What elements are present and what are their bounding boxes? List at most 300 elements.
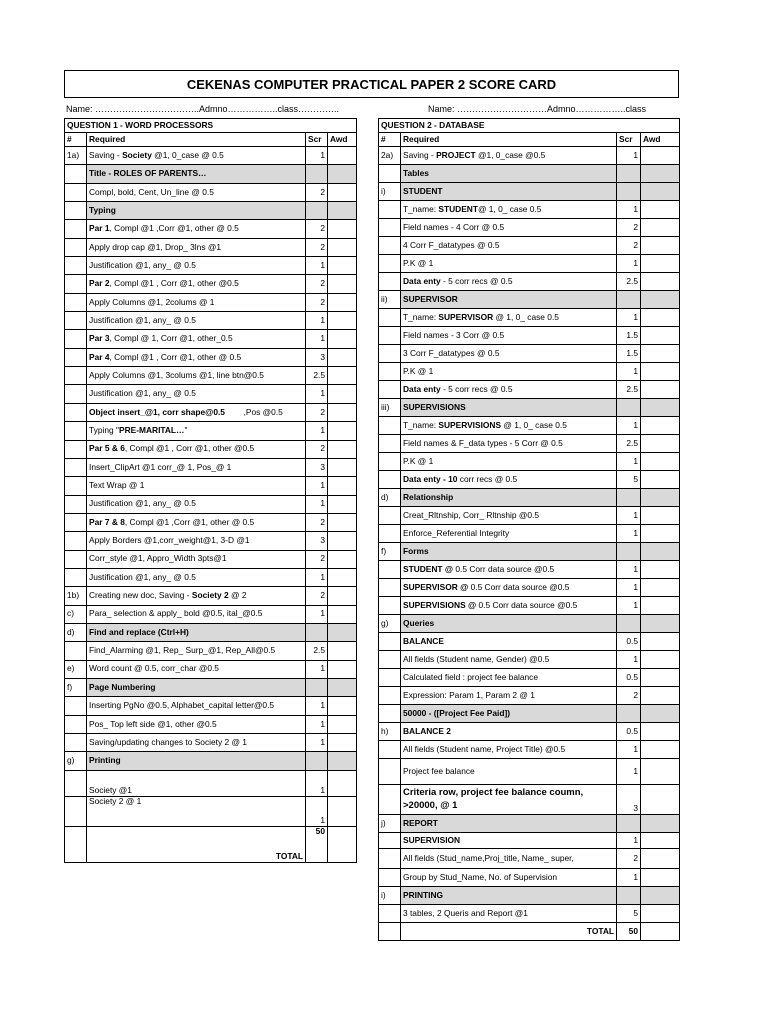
score-cell: 1 xyxy=(306,568,328,586)
requirement-cell xyxy=(401,255,617,273)
awarded-cell[interactable] xyxy=(328,238,357,256)
score-cell xyxy=(617,489,641,507)
header-num: # xyxy=(65,133,87,147)
requirement-cell xyxy=(401,815,617,833)
requirement-cell xyxy=(401,669,617,687)
awarded-cell[interactable] xyxy=(641,849,680,869)
table-row xyxy=(379,869,680,887)
table-row xyxy=(379,633,680,651)
requirement-text: T_name: xyxy=(403,419,439,430)
awarded-cell[interactable] xyxy=(328,587,357,605)
score-cell: 2 xyxy=(617,687,641,705)
table-row xyxy=(65,752,357,770)
column-header-row xyxy=(379,133,680,147)
requirement-text: Apply drop cap @1, Drop_ 3lns @1 xyxy=(89,241,221,252)
awarded-cell[interactable] xyxy=(641,345,680,363)
table-row xyxy=(65,796,357,826)
requirement-bold-text: SUPERVISOR xyxy=(438,311,494,322)
awarded-cell[interactable] xyxy=(328,440,357,458)
table-row xyxy=(65,330,357,348)
header-required: Required xyxy=(87,133,306,147)
awarded-cell[interactable] xyxy=(641,759,680,785)
score-cell: 1 xyxy=(306,770,328,796)
table-row xyxy=(65,697,357,715)
requirement-bold-text: SUPERVISOR xyxy=(403,293,458,304)
requirement-text: Text Wrap @ 1 xyxy=(89,480,145,491)
awarded-cell[interactable] xyxy=(328,513,357,531)
score-cell: 2.5 xyxy=(306,642,328,660)
awarded-cell[interactable] xyxy=(641,237,680,255)
awarded-cell[interactable] xyxy=(328,147,357,165)
requirement-cell xyxy=(401,219,617,237)
table-row xyxy=(379,887,680,905)
total-row xyxy=(65,826,357,862)
row-number xyxy=(379,923,401,941)
row-number: h) xyxy=(379,723,401,741)
awarded-cell[interactable] xyxy=(328,550,357,568)
requirement-text: , Compl @1 ,Corr @1, other @ 0.5 xyxy=(124,516,255,527)
question2-table xyxy=(378,118,680,941)
requirement-cell xyxy=(401,273,617,291)
requirement-cell xyxy=(401,183,617,201)
score-cell: 1 xyxy=(306,147,328,165)
requirement-cell xyxy=(87,770,306,796)
score-cell: 1 xyxy=(306,715,328,733)
awarded-cell[interactable] xyxy=(641,543,680,561)
row-number xyxy=(379,273,401,291)
score-cell: 2 xyxy=(306,440,328,458)
awarded-cell[interactable] xyxy=(328,715,357,733)
criteria-line-2: >20000, @ 1 xyxy=(403,799,458,811)
table-row xyxy=(65,495,357,513)
requirement-text: Field names - 3 Corr @ 0.5 xyxy=(403,329,505,340)
requirement-cell xyxy=(401,489,617,507)
table-row xyxy=(65,312,357,330)
requirement-cell xyxy=(401,687,617,705)
awarded-cell[interactable] xyxy=(328,458,357,476)
awarded-cell[interactable] xyxy=(641,741,680,759)
table-row xyxy=(379,849,680,869)
score-cell xyxy=(617,165,641,183)
header-awarded: Awd xyxy=(328,133,357,147)
criteria-line-1: Criteria row, project fee balance coumn, xyxy=(403,786,584,798)
requirement-cell xyxy=(87,422,306,440)
awarded-cell[interactable] xyxy=(641,905,680,923)
row-number xyxy=(379,669,401,687)
table-row xyxy=(379,597,680,615)
row-number: d) xyxy=(379,489,401,507)
requirement-cell xyxy=(401,399,617,417)
requirement-bold-text: SUPERVISIONS xyxy=(403,401,466,412)
awarded-cell[interactable] xyxy=(641,273,680,291)
requirement-bold-text: SUPERVISIONS @ xyxy=(403,599,477,610)
requirement-text: Word count @ 0.5, corr_char @0.5 xyxy=(89,663,219,674)
requirement-cell xyxy=(87,715,306,733)
awarded-cell[interactable] xyxy=(328,770,357,796)
row-number: f) xyxy=(379,543,401,561)
requirement-text: P.K @ 1 xyxy=(403,455,434,466)
awarded-cell[interactable] xyxy=(328,623,357,641)
requirement-cell xyxy=(87,752,306,770)
requirement-text: Insert_ClipArt @1 corr_@ 1, Pos_@ 1 xyxy=(89,461,232,472)
table-row xyxy=(379,785,680,815)
requirement-text: @ 1, 0_ case 0.5 xyxy=(477,203,542,214)
table-row xyxy=(65,403,357,421)
awarded-cell[interactable] xyxy=(641,525,680,543)
table-row xyxy=(379,705,680,723)
requirement-text: Enforce_Referential Integrity xyxy=(403,527,510,538)
awarded-cell[interactable] xyxy=(641,887,680,905)
score-cell xyxy=(617,615,641,633)
requirement-text: Justification @1, any_ @ 0.5 xyxy=(89,259,196,270)
score-cell xyxy=(617,543,641,561)
row-number: g) xyxy=(65,752,87,770)
awarded-cell[interactable] xyxy=(641,489,680,507)
awarded-cell[interactable] xyxy=(641,723,680,741)
awarded-cell[interactable] xyxy=(328,165,357,183)
requirement-cell xyxy=(87,458,306,476)
awarded-cell[interactable] xyxy=(328,477,357,495)
requirement-cell xyxy=(401,633,617,651)
score-cell: 2 xyxy=(306,587,328,605)
awarded-cell[interactable] xyxy=(328,367,357,385)
awarded-cell[interactable] xyxy=(641,507,680,525)
awarded-cell[interactable] xyxy=(641,363,680,381)
requirement-text: All fields (Student name, Project Title) @0.5 xyxy=(403,743,566,754)
requirement-bold-text: Par 2 xyxy=(89,278,110,289)
table-row xyxy=(65,458,357,476)
score-cell: 2.5 xyxy=(617,273,641,291)
awarded-cell[interactable] xyxy=(641,651,680,669)
score-cell: 2 xyxy=(306,550,328,568)
row-number xyxy=(379,327,401,345)
requirement-bold-text: Typing xyxy=(89,204,116,215)
requirement-cell xyxy=(87,697,306,715)
awarded-cell[interactable] xyxy=(328,752,357,770)
requirement-cell xyxy=(401,887,617,905)
awarded-cell[interactable] xyxy=(328,422,357,440)
row-number: 1a) xyxy=(65,147,87,165)
requirement-cell xyxy=(87,165,306,183)
requirement-text: , Compl @1 , Corr @1, other @0.5 xyxy=(109,278,239,289)
requirement-bold-text: Tables xyxy=(403,167,429,178)
score-cell: 1 xyxy=(617,579,641,597)
awarded-cell[interactable] xyxy=(641,327,680,345)
table-row xyxy=(379,183,680,201)
header-score: Scr xyxy=(306,133,328,147)
row-number xyxy=(65,367,87,385)
score-cell: 2.5 xyxy=(306,367,328,385)
awarded-cell[interactable] xyxy=(328,532,357,550)
row-number xyxy=(379,849,401,869)
awarded-cell[interactable] xyxy=(328,220,357,238)
score-cell: 1 xyxy=(617,363,641,381)
awarded-cell[interactable] xyxy=(641,417,680,435)
table-row xyxy=(65,660,357,678)
score-cell: 1 xyxy=(617,651,641,669)
row-number xyxy=(65,275,87,293)
requirement-cell xyxy=(401,453,617,471)
table-row xyxy=(379,399,680,417)
requirement-cell xyxy=(401,849,617,869)
table-row xyxy=(379,363,680,381)
row-number xyxy=(379,705,401,723)
requirement-bold-text: 50000 - ([Project Fee Paid]) xyxy=(403,707,511,718)
requirement-cell xyxy=(87,348,306,366)
row-number: d) xyxy=(65,623,87,641)
awarded-cell[interactable] xyxy=(641,687,680,705)
awarded-cell[interactable] xyxy=(641,705,680,723)
awarded-cell[interactable] xyxy=(641,399,680,417)
score-cell xyxy=(617,705,641,723)
score-cell: 2 xyxy=(306,220,328,238)
requirement-text: Pos_ Top left side @1, other @0.5 xyxy=(89,718,217,729)
table-row xyxy=(379,669,680,687)
requirement-text: Justification @1, any_ @ 0.5 xyxy=(89,388,196,399)
score-cell: 3 xyxy=(306,348,328,366)
row-number xyxy=(65,826,87,862)
awarded-cell[interactable] xyxy=(641,561,680,579)
awarded-cell[interactable] xyxy=(328,202,357,220)
awarded-cell[interactable] xyxy=(641,815,680,833)
requirement-cell xyxy=(401,597,617,615)
total-label: TOTAL xyxy=(87,826,306,862)
requirement-text: Justification @1, any_ @ 0.5 xyxy=(89,314,196,325)
row-number: 1b) xyxy=(65,587,87,605)
awarded-cell[interactable] xyxy=(641,381,680,399)
awarded-cell[interactable] xyxy=(641,435,680,453)
score-cell: 2 xyxy=(306,275,328,293)
header-awarded: Awd xyxy=(641,133,680,147)
requirement-text: @ 1, 0_ case 0.5 xyxy=(501,419,567,430)
requirement-cell xyxy=(87,312,306,330)
table-row xyxy=(379,273,680,291)
table-row xyxy=(65,605,357,623)
awarded-cell[interactable] xyxy=(328,275,357,293)
requirement-bold-text: Society 2 xyxy=(191,590,229,601)
row-number xyxy=(65,293,87,311)
awarded-cell[interactable] xyxy=(328,796,357,826)
requirement-text: Creat_Rltnship, Corr_ Rltnship @0.5 xyxy=(403,509,540,520)
score-cell: 1 xyxy=(306,477,328,495)
awarded-cell[interactable] xyxy=(641,183,680,201)
requirement-text: Apply Columns @1, 3colums @1, line btn@0.5 xyxy=(89,369,264,380)
score-cell: 1 xyxy=(617,453,641,471)
awarded-cell[interactable] xyxy=(328,568,357,586)
awarded-cell[interactable] xyxy=(641,579,680,597)
table-row xyxy=(379,759,680,785)
table-row xyxy=(379,219,680,237)
row-number xyxy=(379,453,401,471)
requirement-bold-text: STUDENT xyxy=(438,203,478,214)
table-row xyxy=(379,489,680,507)
row-number: g) xyxy=(379,615,401,633)
score-cell: 5 xyxy=(617,905,641,923)
requirement-text: Typing " xyxy=(89,425,119,435)
requirement-bold-text: REPORT xyxy=(403,817,438,828)
total-awarded[interactable] xyxy=(328,826,357,862)
awarded-cell[interactable] xyxy=(641,615,680,633)
row-number xyxy=(65,220,87,238)
awarded-cell[interactable] xyxy=(641,597,680,615)
row-number xyxy=(379,381,401,399)
score-cell: 1 xyxy=(617,507,641,525)
requirement-text: Apply Borders @1,corr_weight@1, 3-D @1 xyxy=(89,535,250,546)
score-cell: 1 xyxy=(306,312,328,330)
requirement-text: Corr_style @1, Appro_Width 3pts@1 xyxy=(89,553,227,564)
row-number xyxy=(379,905,401,923)
score-cell: 2 xyxy=(617,219,641,237)
table-row xyxy=(379,291,680,309)
awarded-cell[interactable] xyxy=(328,678,357,696)
table-row xyxy=(65,642,357,660)
table-row xyxy=(379,833,680,849)
table-row xyxy=(379,815,680,833)
awarded-cell[interactable] xyxy=(641,147,680,165)
requirement-text: All fields (Student name, Gender) @0.5 xyxy=(403,653,550,664)
requirement-bold-text: Title - ROLES OF PARENTS… xyxy=(89,168,207,179)
table-row xyxy=(379,561,680,579)
table-row xyxy=(379,615,680,633)
awarded-cell[interactable] xyxy=(641,633,680,651)
score-cell: 1 xyxy=(306,422,328,440)
awarded-cell[interactable] xyxy=(328,734,357,752)
requirement-text: 0.5 Corr data source @0.5 xyxy=(453,563,555,574)
requirement-text: All fields (Stud_name,Proj_title, Name_ super, xyxy=(403,852,574,863)
row-number xyxy=(379,633,401,651)
requirement-bold-text: PRE-MARITAL… xyxy=(118,425,185,435)
requirement-text: , Compl @ 1, Corr @1, other_0.5 xyxy=(109,333,233,344)
awarded-cell[interactable] xyxy=(328,605,357,623)
awarded-cell[interactable] xyxy=(328,642,357,660)
row-number: i) xyxy=(379,183,401,201)
row-number xyxy=(379,255,401,273)
score-cell: 1 xyxy=(617,561,641,579)
requirement-cell xyxy=(401,785,617,815)
awarded-cell[interactable] xyxy=(328,697,357,715)
row-number xyxy=(379,579,401,597)
score-cell: 1 xyxy=(617,417,641,435)
requirement-bold-text: Par 1 xyxy=(89,223,110,234)
score-cell xyxy=(617,183,641,201)
row-number xyxy=(379,869,401,887)
requirement-cell xyxy=(87,734,306,752)
row-number xyxy=(65,495,87,513)
awarded-cell[interactable] xyxy=(328,495,357,513)
requirement-text: T_name: xyxy=(403,203,439,214)
awarded-cell[interactable] xyxy=(641,201,680,219)
requirement-text: , Compl @1 , Corr @1, other @ 0.5 xyxy=(109,351,242,362)
row-number xyxy=(379,363,401,381)
row-number: c) xyxy=(65,605,87,623)
requirement-cell xyxy=(401,759,617,785)
row-number xyxy=(65,165,87,183)
awarded-cell[interactable] xyxy=(328,312,357,330)
awarded-cell[interactable] xyxy=(328,293,357,311)
score-cell: 1 xyxy=(617,525,641,543)
score-cell xyxy=(306,752,328,770)
requirement-text: Saving - xyxy=(89,149,123,160)
requirement-cell xyxy=(401,723,617,741)
requirement-cell xyxy=(87,587,306,605)
awarded-cell[interactable] xyxy=(641,291,680,309)
row-number xyxy=(379,833,401,849)
awarded-cell[interactable] xyxy=(641,869,680,887)
awarded-cell[interactable] xyxy=(641,309,680,327)
score-cell: 0.5 xyxy=(617,669,641,687)
table-row xyxy=(65,715,357,733)
requirement-bold-text: PRINTING xyxy=(403,889,444,900)
score-cell: 1 xyxy=(306,257,328,275)
requirement-bold-text: Data enty xyxy=(403,383,441,394)
awarded-cell[interactable] xyxy=(328,348,357,366)
table-row xyxy=(379,255,680,273)
table-row xyxy=(65,202,357,220)
score-cell: 2.5 xyxy=(617,435,641,453)
requirement-cell xyxy=(87,183,306,201)
requirement-cell xyxy=(87,605,306,623)
awarded-cell[interactable] xyxy=(328,183,357,201)
requirement-text: Printing xyxy=(89,755,121,766)
table-row xyxy=(379,345,680,363)
row-number xyxy=(379,237,401,255)
awarded-cell[interactable] xyxy=(641,219,680,237)
requirement-cell xyxy=(401,327,617,345)
score-cell: 1 xyxy=(306,330,328,348)
requirement-cell xyxy=(87,495,306,513)
awarded-cell[interactable] xyxy=(641,453,680,471)
awarded-cell[interactable] xyxy=(641,255,680,273)
awarded-cell[interactable] xyxy=(328,330,357,348)
awarded-cell[interactable] xyxy=(641,833,680,849)
awarded-cell[interactable] xyxy=(641,785,680,815)
requirement-cell xyxy=(401,905,617,923)
requirement-cell xyxy=(401,705,617,723)
score-cell: 1 xyxy=(306,660,328,678)
requirement-bold-text: SUPERVISION xyxy=(403,834,461,845)
table-row xyxy=(379,201,680,219)
awarded-cell[interactable] xyxy=(641,669,680,687)
requirement-text: , Compl @1 ,Corr @1, other @ 0.5 xyxy=(109,223,239,234)
requirement-text: Inserting PgNo @0.5, Alphabet_capital letter@0.5 xyxy=(89,700,275,711)
total-awarded[interactable] xyxy=(641,923,680,941)
requirement-cell xyxy=(87,293,306,311)
score-cell: 2 xyxy=(617,237,641,255)
table-row xyxy=(65,367,357,385)
requirement-cell xyxy=(87,623,306,641)
question-heading: QUESTION 1 - WORD PROCESSORS xyxy=(65,119,357,133)
awarded-cell[interactable] xyxy=(328,660,357,678)
total-score: 50 xyxy=(306,826,328,862)
row-number xyxy=(65,697,87,715)
question-heading-row xyxy=(379,119,680,133)
requirement-text: P.K @ 1 xyxy=(403,365,434,376)
row-number xyxy=(379,201,401,219)
score-cell: 2 xyxy=(617,849,641,869)
requirement-text: Field names & F_data types - 5 Corr @ 0.5 xyxy=(403,437,563,448)
requirement-cell xyxy=(401,417,617,435)
requirement-cell xyxy=(87,642,306,660)
requirement-bold-text: SUPERVISOR @ xyxy=(403,581,469,592)
awarded-cell[interactable] xyxy=(641,165,680,183)
total-score: 50 xyxy=(617,923,641,941)
row-number: 2a) xyxy=(379,147,401,165)
score-cell: 0.5 xyxy=(617,723,641,741)
awarded-cell[interactable] xyxy=(328,257,357,275)
awarded-cell[interactable] xyxy=(328,385,357,403)
awarded-cell[interactable] xyxy=(328,403,357,421)
awarded-cell[interactable] xyxy=(641,471,680,489)
